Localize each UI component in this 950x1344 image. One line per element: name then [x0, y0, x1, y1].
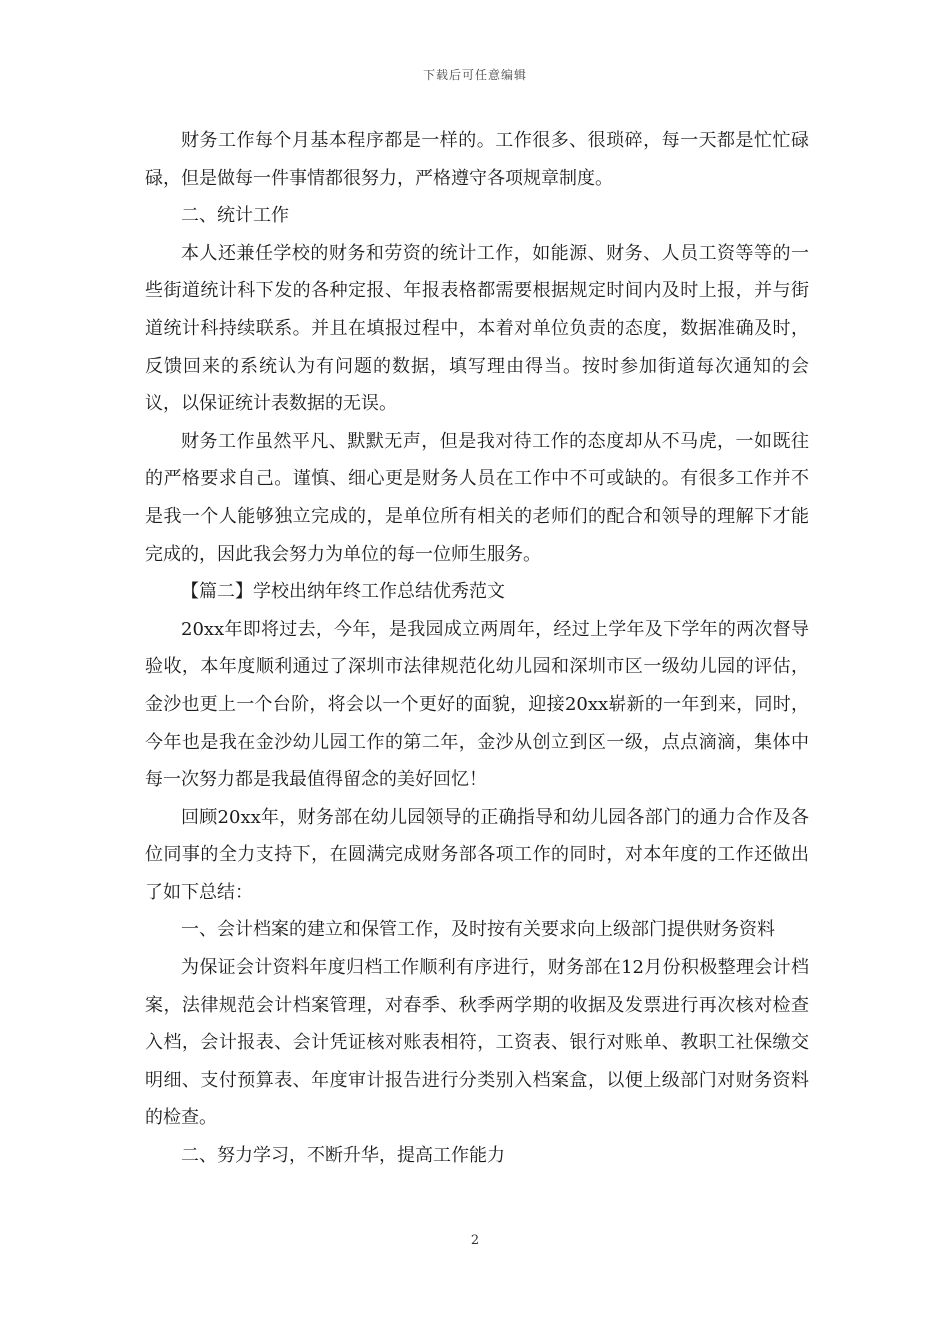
paragraph-statistics: 本人还兼任学校的财务和劳资的统计工作，如能源、财务、人员工资等等的一些街道统计科下发的各种定报、年报表格都需要根据规定时间内及时上报，并与街道统计科持续联系。并且在填报过程中，本着对单位负责的态度，数据准确及时，反馈回来的系统认为有问题的数据，填写理由得当。按时参加街道每次通知的会议，以保证统计表数据的无误。 — [145, 242, 809, 415]
paragraph-accounting-archive: 为保证会计资料年度归档工作顺利有序进行，财务部在12月份积极整理会计档案，法律规范会计档案管理，对春季、秋季两学期的收据及发票进行再次核对检查入档，会计报表、会计凭证核对账表相符，工资表、银行对账单、教职工社保缴交明细、支付预算表、年度审计报告进行分类别入档案盒，以便上级部门对财务资料的检查。 — [145, 957, 809, 1129]
page-number: 2 — [470, 1233, 480, 1248]
heading-part-two: 【篇二】学校出纳年终工作总结优秀范文 — [181, 581, 505, 603]
heading-statistics: 二、统计工作 — [181, 205, 289, 227]
paragraph-summary-intro: 回顾20xx年，财务部在幼儿园领导的正确指导和幼儿园各部门的通力合作及各位同事的全力支持下，在圆满完成财务部各项工作的同时，对本年度的工作还做出了如下总结： — [145, 806, 809, 903]
heading-accounting-archive: 一、会计档案的建立和保管工作，及时按有关要求向上级部门提供财务资料 — [181, 919, 775, 941]
page-header: 下载后可任意编辑 — [422, 68, 527, 82]
paragraph-year-review: 20xx年即将过去，今年，是我园成立两周年，经过上学年及下学年的两次督导验收，本年度顺利通过了深圳市法律规范化幼儿园和深圳市区一级幼儿园的评估，金沙也更上一个台阶，将会以一个更好的面貌，迎接20xx崭新的一年到来，同时，今年也是我在金沙幼儿园工作的第二年，金沙从创立到区一级，点点滴滴，集体中每一次努力都是我最值得留念的美好回忆！ — [145, 618, 809, 791]
document-body — [145, 122, 809, 1175]
paragraph-routine: 财务工作每个月基本程序都是一样的。工作很多、很琐碎，每一天都是忙忙碌碌，但是做每一件事情都很努力，严格遵守各项规章制度。 — [145, 130, 809, 189]
paragraph-attitude: 财务工作虽然平凡、默默无声，但是我对待工作的态度却从不马虎，一如既往的严格要求自己。谨慎、细心更是财务人员在工作中不可或缺的。有很多工作并不是我一个人能够独立完成的，是单位所有相关的老师们的配合和领导的理解下才能完成的，因此我会努力为单位的每一位师生服务。 — [145, 430, 809, 565]
heading-study: 二、努力学习，不断升华，提高工作能力 — [181, 1145, 505, 1167]
